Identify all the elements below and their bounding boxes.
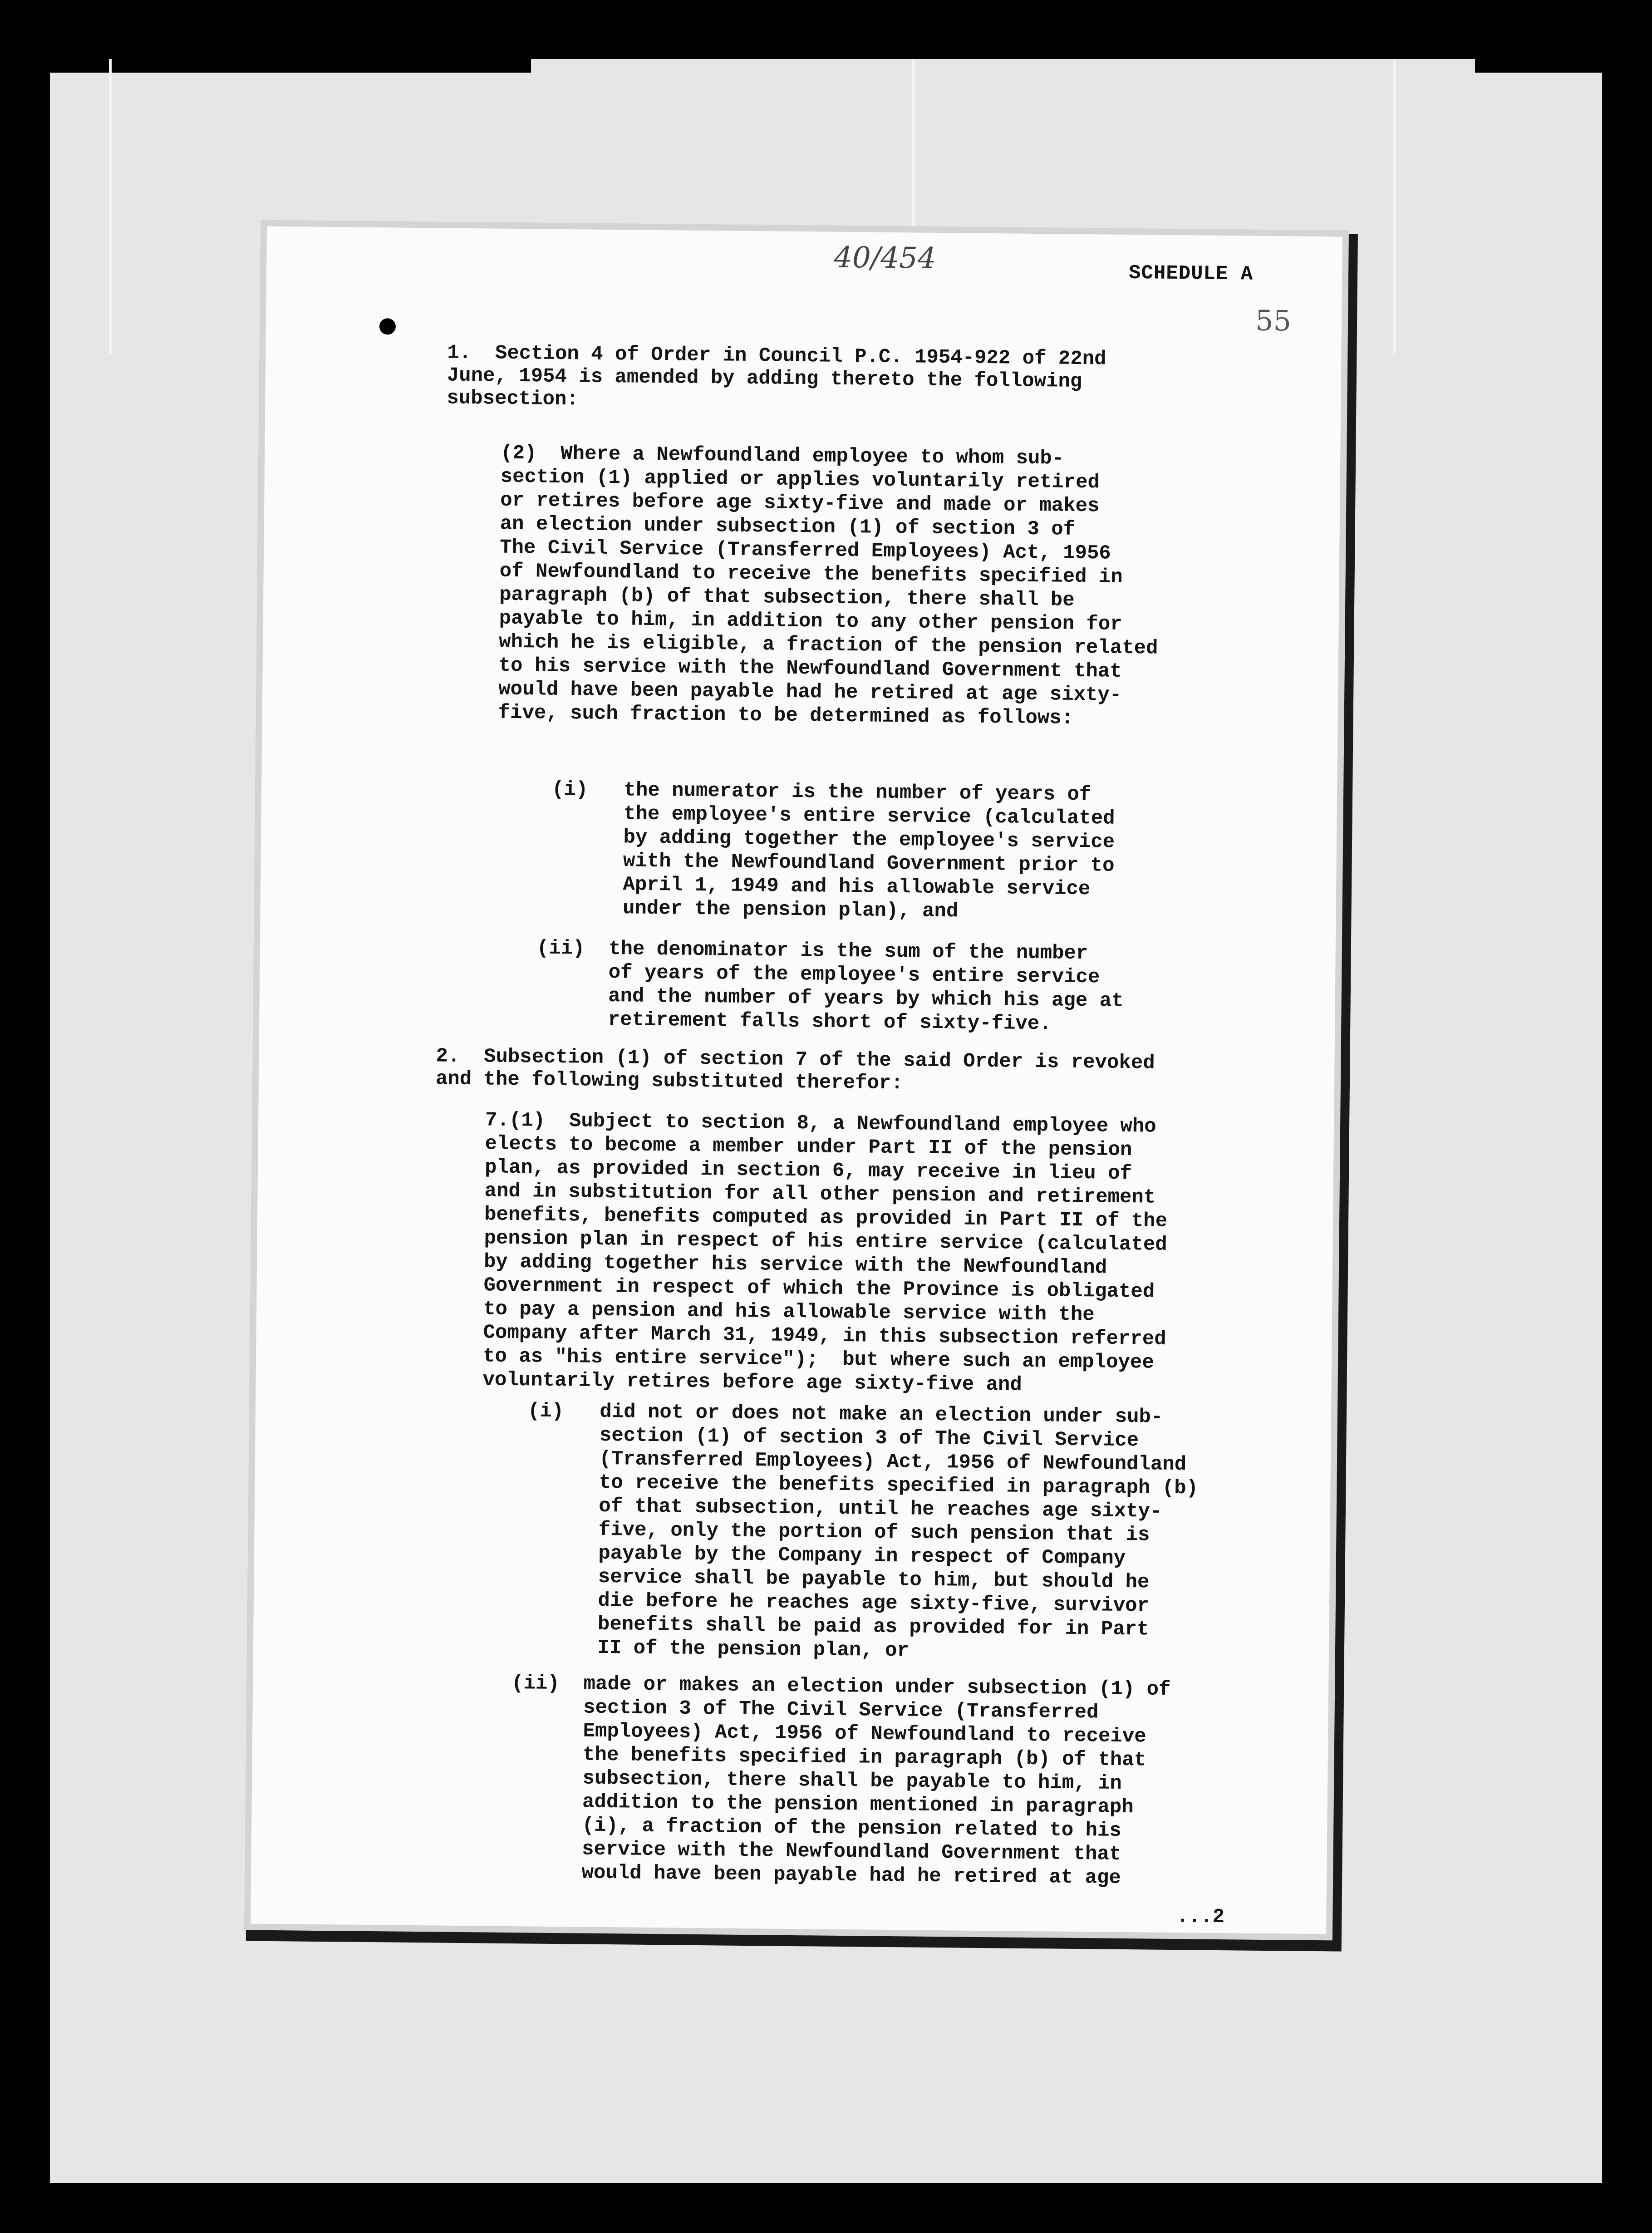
text-line: die before he reaches age sixty-five, survivor [526,1589,1150,1618]
text-line: to as "his entire service"); but where such an employee [482,1345,1154,1374]
text-line: service with the Newfoundland Government that [510,1837,1121,1866]
text-line: retirement falls short of sixty-five. [536,1008,1052,1036]
text-line: under the pension plan), and [551,896,959,923]
text-line: which he is eligible, a fraction of the pension related [498,630,1158,660]
text-line: elects to become a member under Part II of the pension [485,1132,1132,1162]
text-line: the benefits specified in paragraph (b) of that [511,1743,1146,1772]
text-line: (i) did not or does not make an election under sub- [527,1400,1163,1429]
text-line: section (1) of section 3 of The Civil Service [527,1423,1139,1452]
text-line: June, 1954 is amended by adding thereto the following [447,364,1082,393]
text-line: five, such fraction to be determined as follows: [498,701,1074,730]
text-line: five, only the portion of such pension that is [526,1518,1150,1547]
text-line: to pay a pension and his allowable service with the [483,1298,1095,1327]
handwritten-reference: 40/454 [834,241,936,275]
text-line: subsection, there shall be payable to him, in [510,1766,1122,1795]
text-line: service shall be payable to him, but should he [526,1565,1150,1594]
text-line: would have been payable had he retired at age [509,1861,1121,1889]
text-line: of Newfoundland to receive the benefits specified in [499,560,1123,589]
text-line: paragraph (b) of that subsection, there shall be [499,583,1075,612]
text-line: section (1) applied or applies voluntarily retired [500,465,1100,494]
text-line: and in substitution for all other pension and retirement [484,1180,1156,1209]
text-line: by adding together the employee's service [551,825,1115,854]
text-line: would have been payable had he retired at age sixty- [498,678,1122,707]
text-line: plan, as provided in section 6, may receive in lieu of [484,1156,1132,1185]
text-line: of that subsection, until he reaches age sixty- [526,1494,1162,1523]
text-line: voluntarily retires before age sixty-five and [482,1368,1023,1397]
film-edge [1475,54,1607,73]
text-line: Government in respect of which the Province is obligated [483,1274,1155,1303]
text-line: (Transferred Employees) Act, 1956 of Newfoundland [527,1447,1187,1476]
film-edge [45,54,531,73]
text-line: 2. Subsection (1) of section 7 of the said Order is revoked [436,1045,1155,1075]
text-line: payable to him, in addition to any other pension for [499,607,1122,636]
text-line: (ii) made or makes an election under subsection (1) of [511,1672,1171,1701]
text-line: to his service with the Newfoundland Government that [498,654,1122,683]
text-line: benefits, benefits computed as provided in Part II of the [484,1203,1168,1233]
text-line: Employees) Act, 1956 of Newfoundland to receive [511,1719,1146,1748]
text-line: the employee's entire service (calculated [551,802,1115,830]
text-line: and the following substituted therefor: [435,1067,903,1095]
text-line: (2) Where a Newfoundland employee to whom sub- [500,442,1064,470]
text-line: pension plan in respect of his entire service (calculated [484,1227,1167,1256]
text-line: with the Newfoundland Government prior to [551,849,1115,877]
text-line: section 3 of The Civil Service (Transferred [511,1696,1099,1724]
text-line: or retires before age sixty-five and made or makes [500,489,1100,518]
text-line: (ii) the denominator is the sum of the number [536,937,1088,965]
text-line: payable by the Company in respect of Company [526,1541,1126,1570]
text-line: (i) the numerator is the number of years of [551,778,1092,807]
text-line: and the number of years by which his age at [536,984,1124,1013]
text-line: addition to the pension mentioned in paragraph [510,1790,1134,1819]
text-line: April 1, 1949 and his allowable service [551,872,1091,901]
document-page [251,226,1342,1934]
text-line: of years of the employee's entire service [536,960,1100,989]
film-streak [109,59,112,354]
text-line: 7.(1) Subject to section 8, a Newfoundland employee who [485,1109,1156,1138]
text-line: (i), a fraction of the pension related to his [510,1814,1122,1842]
text-line: The Civil Service (Transferred Employees) Act, 1956 [499,536,1111,565]
text-line: by adding together his service with the Newfoundland [483,1250,1107,1279]
text-line: II of the pension plan, or [525,1636,910,1662]
page-number: 55 [1255,304,1292,338]
schedule-heading: SCHEDULE A [1128,261,1254,286]
text-line: Company after March 31, 1949, in this subsection referred [483,1321,1166,1351]
text-line: to receive the benefits specified in paragraph (b) [527,1471,1199,1500]
continuation-marker: ...2 [1176,1905,1225,1929]
punch-hole-mark [379,318,396,334]
film-streak [1393,59,1396,354]
text-line: 1. Section 4 of Order in Council P.C. 1954-922 of 22nd [447,341,1106,371]
text-line: benefits shall be paid as provided for in Part [526,1612,1149,1641]
text-line: an election under subsection (1) of section 3 of [500,512,1076,541]
text-line: subsection: [447,387,579,411]
